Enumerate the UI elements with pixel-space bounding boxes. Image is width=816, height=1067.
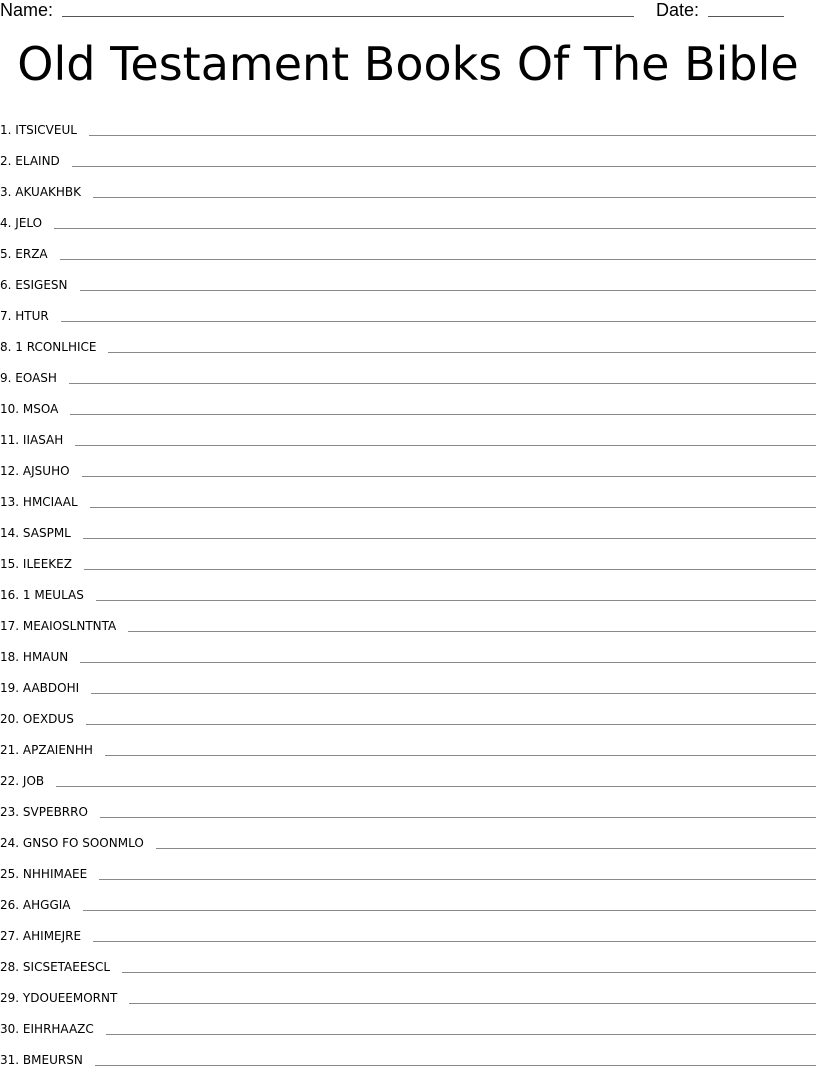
scramble-text bbox=[0, 1053, 83, 1067]
scrambled-word: HMCIAAL bbox=[23, 495, 78, 509]
answer-line[interactable] bbox=[83, 537, 816, 539]
item-number: 23. bbox=[0, 805, 19, 819]
item-number: 2. bbox=[0, 154, 11, 168]
scrambled-word: JELO bbox=[15, 216, 42, 230]
scrambled-word: ITSICVEUL bbox=[15, 123, 77, 137]
scramble-text bbox=[0, 929, 81, 943]
scramble-text bbox=[0, 588, 84, 602]
scramble-text bbox=[0, 557, 72, 571]
item-number: 10. bbox=[0, 402, 19, 416]
scramble-item bbox=[0, 385, 816, 416]
item-number: 9. bbox=[0, 371, 11, 385]
scrambled-word: HTUR bbox=[15, 309, 48, 323]
answer-line[interactable] bbox=[91, 692, 816, 694]
scrambled-word: AKUAKHBK bbox=[15, 185, 81, 199]
answer-line[interactable] bbox=[60, 258, 816, 260]
item-number: 11. bbox=[0, 433, 19, 447]
scrambled-word: ERZA bbox=[15, 247, 47, 261]
scramble-text bbox=[0, 433, 63, 447]
scramble-text bbox=[0, 464, 70, 478]
scrambled-word: MEAIOSLNTNTA bbox=[23, 619, 116, 633]
scrambled-word: BMEURSN bbox=[23, 1053, 83, 1067]
item-number: 19. bbox=[0, 681, 19, 695]
item-number: 26. bbox=[0, 898, 19, 912]
scramble-item bbox=[0, 230, 816, 261]
item-number: 7. bbox=[0, 309, 11, 323]
scramble-text bbox=[0, 991, 117, 1005]
scrambled-word: YDOUEEMORNT bbox=[23, 991, 117, 1005]
scramble-text bbox=[0, 402, 58, 416]
item-number: 25. bbox=[0, 867, 19, 881]
scramble-text bbox=[0, 867, 87, 881]
scramble-text bbox=[0, 278, 68, 292]
item-number: 15. bbox=[0, 557, 19, 571]
item-number: 6. bbox=[0, 278, 11, 292]
scrambled-word: 1 MEULAS bbox=[23, 588, 84, 602]
scrambled-word: JOB bbox=[23, 774, 44, 788]
scramble-item bbox=[0, 695, 816, 726]
scrambled-word: MSOA bbox=[23, 402, 58, 416]
item-number: 3. bbox=[0, 185, 11, 199]
answer-line[interactable] bbox=[54, 227, 816, 229]
scramble-text bbox=[0, 185, 81, 199]
scramble-item bbox=[0, 1036, 816, 1067]
scramble-text bbox=[0, 836, 144, 850]
scramble-item bbox=[0, 168, 816, 199]
answer-line[interactable] bbox=[56, 785, 816, 787]
answer-line[interactable] bbox=[93, 196, 816, 198]
scramble-text bbox=[0, 743, 93, 757]
scrambled-word: OEXDUS bbox=[23, 712, 74, 726]
scramble-item bbox=[0, 726, 816, 757]
item-number: 1. bbox=[0, 123, 11, 137]
scramble-item bbox=[0, 881, 816, 912]
item-number: 27. bbox=[0, 929, 19, 943]
date-label: Date: bbox=[656, 0, 699, 20]
scramble-item bbox=[0, 540, 816, 571]
scramble-text bbox=[0, 495, 78, 509]
scrambled-word: SICSETAEESCL bbox=[23, 960, 110, 974]
scramble-item bbox=[0, 509, 816, 540]
scramble-text bbox=[0, 960, 110, 974]
item-number: 16. bbox=[0, 588, 19, 602]
scramble-item bbox=[0, 819, 816, 850]
scramble-item bbox=[0, 912, 816, 943]
scramble-item bbox=[0, 633, 816, 664]
scramble-item bbox=[0, 106, 816, 137]
answer-line[interactable] bbox=[72, 165, 816, 167]
item-number: 18. bbox=[0, 650, 19, 664]
name-label: Name: bbox=[0, 0, 53, 20]
item-number: 14. bbox=[0, 526, 19, 540]
answer-line[interactable] bbox=[156, 847, 816, 849]
scramble-item bbox=[0, 416, 816, 447]
scramble-item bbox=[0, 478, 816, 509]
scrambled-word: ILEEKEZ bbox=[23, 557, 72, 571]
scrambled-word: EOASH bbox=[15, 371, 57, 385]
scramble-text bbox=[0, 371, 57, 385]
item-number: 8. bbox=[0, 340, 11, 354]
scramble-item bbox=[0, 137, 816, 168]
date-field[interactable] bbox=[708, 16, 784, 17]
scramble-text bbox=[0, 340, 96, 354]
answer-line[interactable] bbox=[129, 1002, 816, 1004]
scramble-text bbox=[0, 123, 77, 137]
answer-line[interactable] bbox=[96, 599, 816, 601]
scrambled-word: AHGGIA bbox=[23, 898, 71, 912]
item-number: 17. bbox=[0, 619, 19, 633]
answer-line[interactable] bbox=[84, 568, 816, 570]
scramble-item bbox=[0, 571, 816, 602]
page-title: Old Testament Books Of The Bible bbox=[0, 34, 816, 94]
answer-line[interactable] bbox=[99, 878, 816, 880]
answer-line[interactable] bbox=[61, 320, 816, 322]
scramble-text bbox=[0, 154, 60, 168]
item-number: 4. bbox=[0, 216, 11, 230]
scramble-item bbox=[0, 261, 816, 292]
item-number: 13. bbox=[0, 495, 19, 509]
answer-line[interactable] bbox=[95, 1064, 816, 1066]
scrambled-word: AJSUHO bbox=[23, 464, 70, 478]
scramble-item bbox=[0, 664, 816, 695]
scramble-item bbox=[0, 757, 816, 788]
scrambled-word: IIASAH bbox=[23, 433, 63, 447]
item-number: 5. bbox=[0, 247, 11, 261]
item-number: 20. bbox=[0, 712, 19, 726]
item-number: 28. bbox=[0, 960, 19, 974]
item-number: 29. bbox=[0, 991, 19, 1005]
scramble-text bbox=[0, 650, 68, 664]
scramble-text bbox=[0, 1022, 94, 1036]
answer-line[interactable] bbox=[100, 816, 816, 818]
scrambled-word: AABDOHI bbox=[23, 681, 79, 695]
scramble-text bbox=[0, 619, 116, 633]
answer-line[interactable] bbox=[90, 506, 816, 508]
scrambled-word: ELAIND bbox=[15, 154, 60, 168]
item-number: 22. bbox=[0, 774, 19, 788]
scramble-item bbox=[0, 323, 816, 354]
scrambled-word: ESIGESN bbox=[15, 278, 67, 292]
answer-line[interactable] bbox=[89, 134, 816, 136]
name-field[interactable] bbox=[62, 16, 634, 17]
scrambled-word: GNSO FO SOONMLO bbox=[23, 836, 144, 850]
item-number: 30. bbox=[0, 1022, 19, 1036]
scrambled-word: SASPML bbox=[23, 526, 71, 540]
answer-line[interactable] bbox=[75, 444, 816, 446]
item-number: 12. bbox=[0, 464, 19, 478]
answer-line[interactable] bbox=[80, 289, 816, 291]
answer-line[interactable] bbox=[106, 1033, 816, 1035]
answer-line[interactable] bbox=[122, 971, 816, 973]
scrambled-word: AHIMEJRE bbox=[23, 929, 81, 943]
scramble-item bbox=[0, 292, 816, 323]
scramble-item bbox=[0, 602, 816, 633]
item-number: 31. bbox=[0, 1053, 19, 1067]
scramble-item bbox=[0, 199, 816, 230]
scramble-item bbox=[0, 974, 816, 1005]
scramble-text bbox=[0, 216, 42, 230]
scramble-text bbox=[0, 526, 71, 540]
scramble-item bbox=[0, 850, 816, 881]
scramble-text bbox=[0, 774, 44, 788]
scrambled-word: 1 RCONLHICE bbox=[15, 340, 96, 354]
answer-line[interactable] bbox=[83, 909, 816, 911]
answer-line[interactable] bbox=[69, 382, 816, 384]
item-number: 21. bbox=[0, 743, 19, 757]
answer-line[interactable] bbox=[108, 351, 816, 353]
scramble-item bbox=[0, 447, 816, 478]
scramble-item bbox=[0, 1005, 816, 1036]
answer-line[interactable] bbox=[105, 754, 816, 756]
scrambled-word: SVPEBRRO bbox=[23, 805, 88, 819]
answer-line[interactable] bbox=[70, 413, 816, 415]
scramble-text bbox=[0, 898, 71, 912]
answer-line[interactable] bbox=[80, 661, 816, 663]
scramble-item bbox=[0, 354, 816, 385]
scramble-text bbox=[0, 309, 49, 323]
worksheet-header bbox=[0, 0, 816, 22]
item-number: 24. bbox=[0, 836, 19, 850]
scramble-text bbox=[0, 247, 48, 261]
answer-line[interactable] bbox=[128, 630, 816, 632]
scrambled-word: EIHRHAAZC bbox=[23, 1022, 94, 1036]
scramble-text bbox=[0, 712, 74, 726]
scramble-text bbox=[0, 805, 88, 819]
answer-line[interactable] bbox=[82, 475, 816, 477]
scramble-item bbox=[0, 943, 816, 974]
scrambled-word: HMAUN bbox=[23, 650, 68, 664]
scramble-text bbox=[0, 681, 79, 695]
scramble-item bbox=[0, 788, 816, 819]
answer-line[interactable] bbox=[86, 723, 816, 725]
scramble-list bbox=[0, 106, 816, 1067]
scrambled-word: APZAIENHH bbox=[23, 743, 93, 757]
scrambled-word: NHHIMAEE bbox=[23, 867, 87, 881]
answer-line[interactable] bbox=[93, 940, 816, 942]
